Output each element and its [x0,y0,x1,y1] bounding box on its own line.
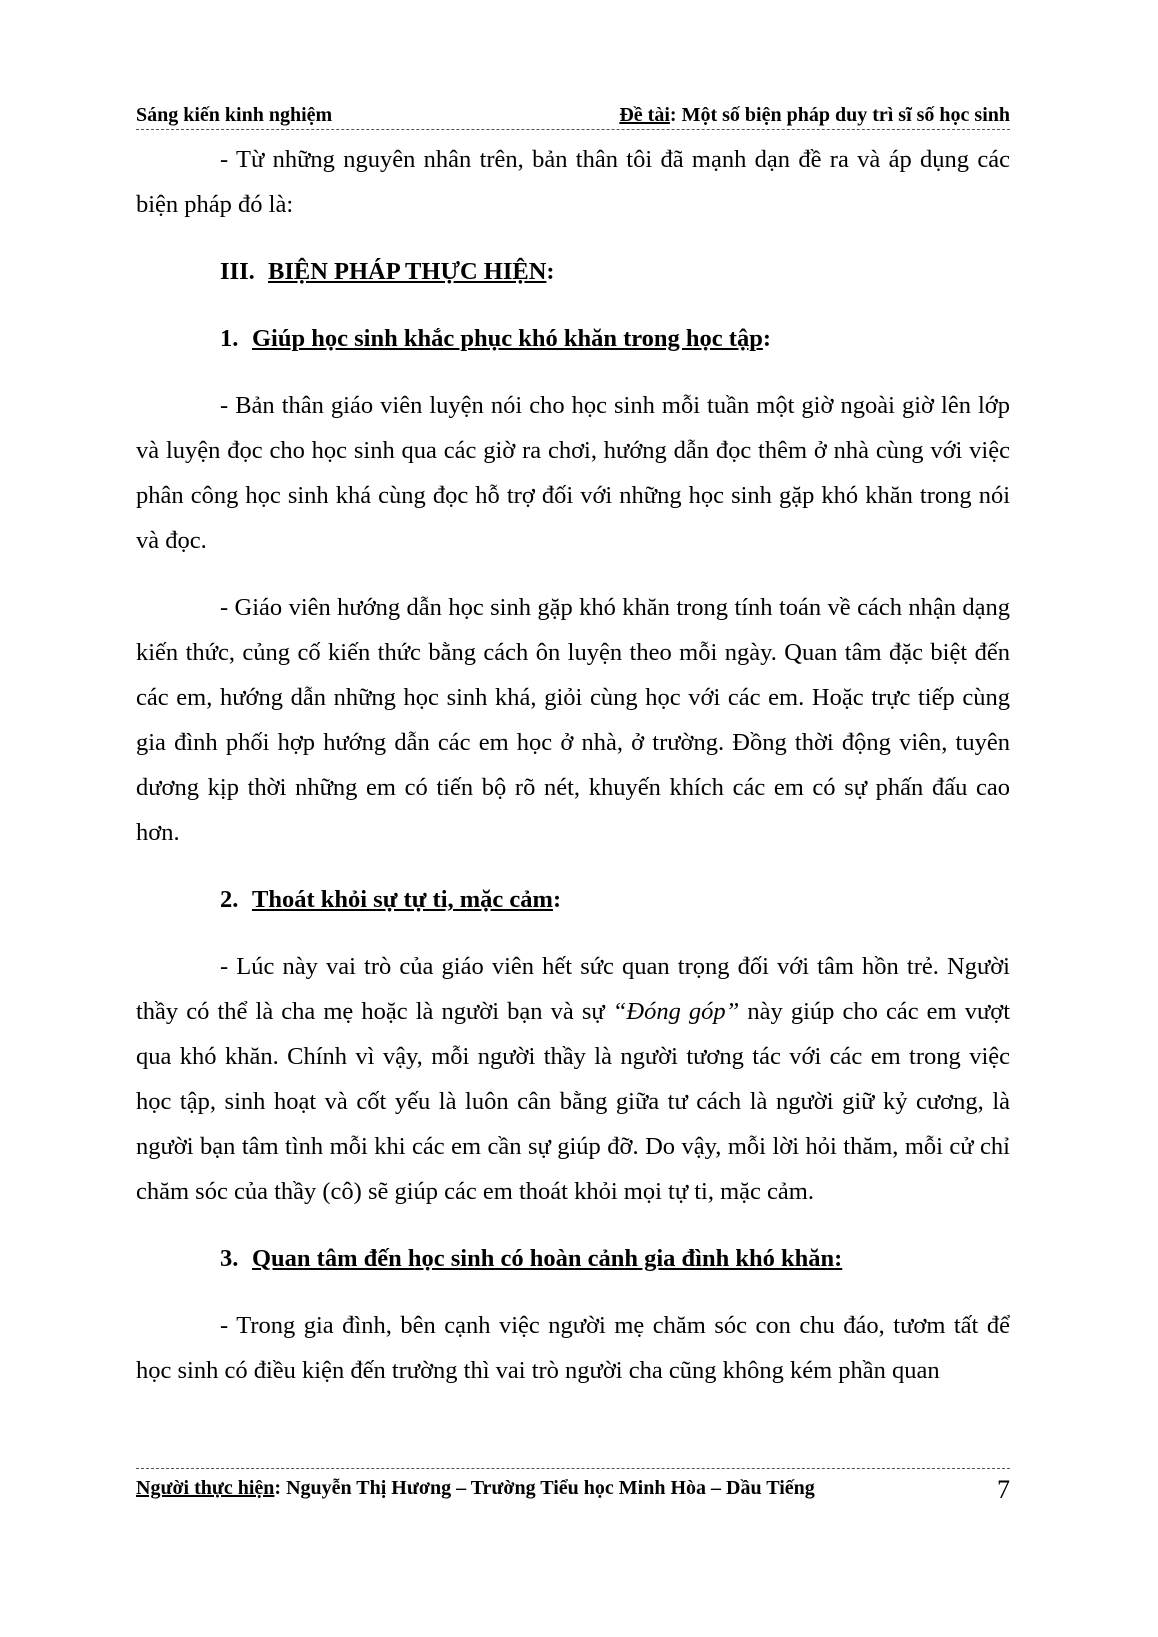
header-topic-separator: : [669,104,677,126]
footer-author-text: : Nguyễn Thị Hương – Trường Tiểu học Minh Hòa – Dầu Tiếng [274,1477,815,1499]
item-number: 2. [220,886,239,913]
item1-paragraph: - Bản thân giáo viên luyện nói cho học sinh mỗi tuần một giờ ngoài giờ lên lớp và luyện đọc cho học sinh qua các giờ ra chơi, hướng dẫn đọc thêm ở nhà cùng với việc phân công học sinh khá cùng đọc hỗ trợ đối với những học sinh gặp khó khăn trong nói và đọc. [136,392,1010,554]
item-title: Thoát khỏi sự tự ti, mặc cảm [252,886,553,913]
footer-author-label: Người thực hiện [136,1477,275,1499]
item-colon: : [762,325,772,352]
item2-text-end: này giúp cho các em vượt qua khó khăn. Chính vì vậy, mỗi người thầy là người tương tác với các em trong việc học tập, sinh hoạt và cốt yếu là luôn cân bằng giữa tư cách là người giữ kỷ cương, là người bạn tâm tình mỗi khi các em cần sự giúp đỡ. Do vậy, mỗi lời hỏi thăm, mỗi cử chỉ chăm sóc của thầy (cô) sẽ giúp các em thoát khỏi mọi tự ti, mặc cảm. [136,998,1011,1205]
section-colon: : [546,258,555,285]
item-colon: : [552,886,562,913]
header-topic-label: Đề tài [619,104,670,126]
item-heading-1 [136,316,1010,361]
item1-paragraph: - Giáo viên hướng dẫn học sinh gặp khó khăn trong tính toán về cách nhận dạng kiến thức, củng cố kiến thức bằng cách ôn luyện theo mỗi ngày. Quan tâm đặc biệt đến các em, hướng dẫn những học sinh khá, giỏi cùng học với các em. Hoặc trực tiếp cùng gia đình phối hợp hướng dẫn các em học ở nhà, ở trường. Đồng thời động viên, tuyên dương kịp thời những em có tiến bộ rõ nét, khuyến khích các em có sự phấn đấu cao hơn. [136,594,1010,846]
item2-quote: “Đóng góp” [612,998,740,1025]
item-heading-2 [136,877,1010,922]
header-topic-text: Một số biện pháp duy trì sĩ số học sinh [676,104,1010,126]
item3-paragraph: - Trong gia đình, bên cạnh việc người mẹ chăm sóc con chu đáo, tươm tất để học sinh có điều kiện đến trường thì vai trò người cha cũng không kém phần quan [136,1312,1010,1384]
section-number: III. [220,258,255,285]
section-title: BIỆN PHÁP THỰC HIỆN [268,258,547,285]
item-title: Giúp học sinh khắc phục khó khăn trong học tập [252,325,763,352]
page-footer [136,1468,1010,1508]
item2-paragraph [136,944,1010,1214]
intro-paragraph: - Từ những nguyên nhân trên, bản thân tôi đã mạnh dạn đề ra và áp dụng các biện pháp đó là: [136,146,1010,218]
header-topic [619,102,1010,128]
page-body [136,137,1010,1393]
item-title: Quan tâm đến học sinh có hoàn cảnh gia đình khó khăn: [252,1245,843,1272]
footer-author [136,1477,815,1500]
item2-text-start: - Lúc này vai trò của giáo viên hết sức quan trọng đối với tâm hồn trẻ. Người thầy có thể là cha mẹ hoặc là người bạn và sự [136,953,1010,1025]
section-heading-iii [136,249,1010,294]
header-document-type: Sáng kiến kinh nghiệm [136,104,333,126]
item-heading-3 [136,1236,1010,1281]
item-number: 1. [220,325,239,352]
page-number: 7 [997,1475,1010,1504]
item-number: 3. [220,1245,239,1272]
page-header [136,100,1010,130]
